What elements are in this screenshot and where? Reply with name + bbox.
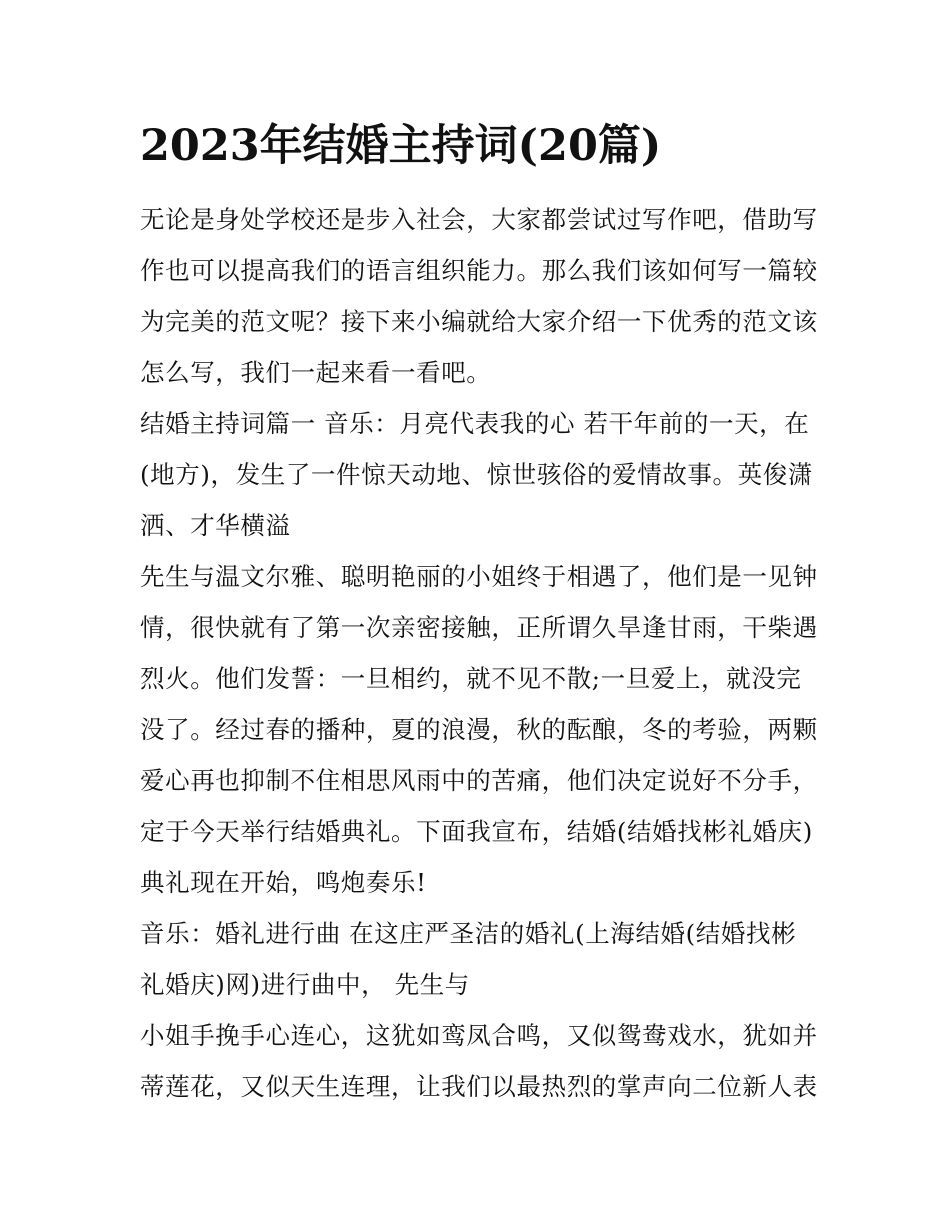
paragraph-line: 爱心再也抑制不住相思风雨中的苦痛，他们决定说好不分手，: [140, 766, 818, 795]
paragraph-line: 典礼现在开始，鸣炮奏乐!: [140, 868, 427, 897]
paragraph-line: 情，很快就有了第一次亲密接触，正所谓久旱逢甘雨，干柴遇: [140, 613, 818, 642]
document-title: 2023年结婚主持词(20篇): [140, 121, 662, 171]
paragraph-line: 先生与温文尔雅、聪明艳丽的小姐终于相遇了，他们是一见钟: [140, 562, 818, 591]
paragraph-line: 蒂莲花，又似天生连理，让我们以最热烈的掌声向二位新人表: [140, 1072, 818, 1101]
paragraph-line: (地方)，发生了一件惊天动地、惊世骇俗的爱情故事。英俊潇: [140, 460, 813, 489]
paragraph-line: 洒、才华横溢: [140, 511, 291, 540]
paragraph-line: 定于今天举行结婚典礼。下面我宣布，结婚(结婚找彬礼婚庆): [140, 817, 813, 846]
paragraph-line: 小姐手挽手心连心，这犹如鸾凤合鸣，又似鸳鸯戏水，犹如并: [140, 1021, 818, 1050]
paragraph-line: 为完美的范文呢？接下来小编就给大家介绍一下优秀的范文该: [140, 307, 818, 336]
paragraph-line: 烈火。他们发誓：一旦相约，就不见不散;一旦爱上，就没完: [140, 664, 802, 693]
paragraph-line: 无论是身处学校还是步入社会，大家都尝试过写作吧，借助写: [140, 205, 818, 234]
paragraph-line: 怎么写，我们一起来看一看吧。: [140, 358, 492, 387]
paragraph-line: 礼婚庆)网)进行曲中， 先生与: [140, 970, 470, 999]
paragraph-line: 没了。经过春的播种，夏的浪漫，秋的酝酿，冬的考验，两颗: [140, 715, 818, 744]
paragraph-line: 音乐：婚礼进行曲 在这庄严圣洁的婚礼(上海结婚(结婚找彬: [140, 919, 797, 948]
paragraph-line: 结婚主持词篇一 音乐：月亮代表我的心 若干年前的一天，在: [140, 409, 810, 438]
paragraph-line: 作也可以提高我们的语言组织能力。那么我们该如何写一篇较: [140, 256, 818, 285]
